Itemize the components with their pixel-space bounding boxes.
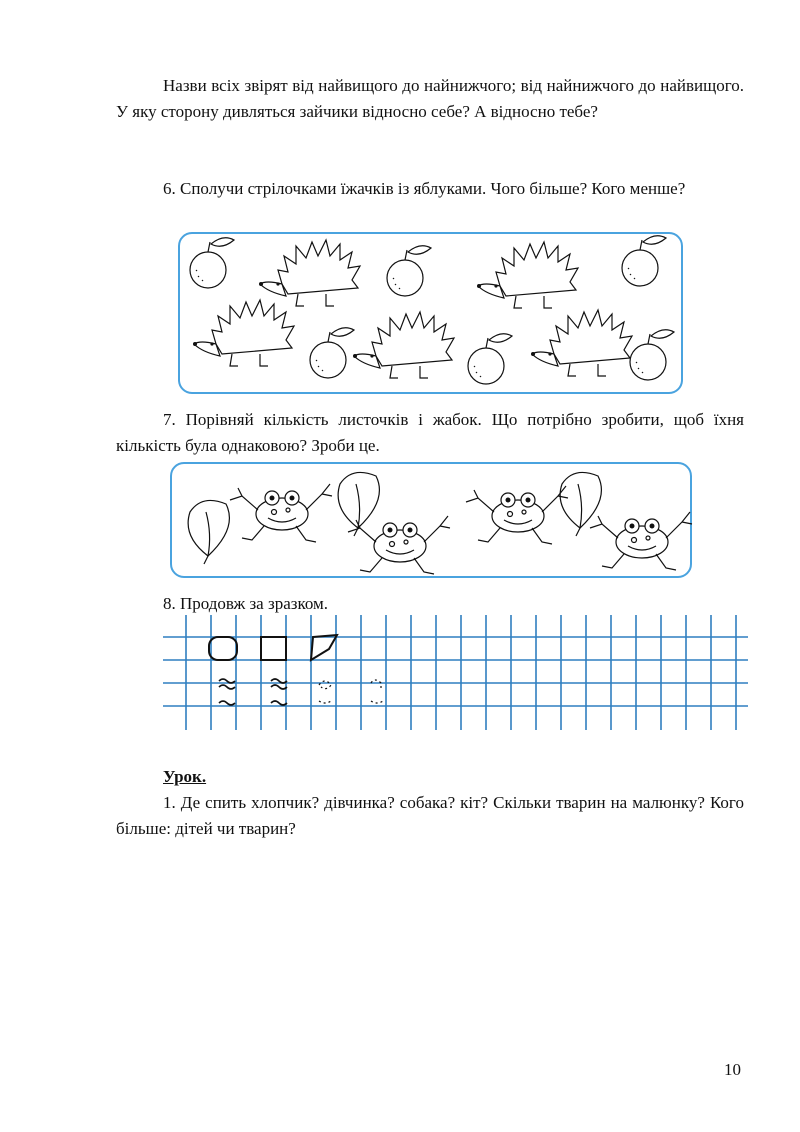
lesson-task-1-text: 1. Де спить хлопчик? дівчинка? собака? кіт? Скільки тварин на малюнку? Кого більше: дітей чи тварин? (116, 793, 744, 838)
circle-shape (209, 637, 237, 660)
hedgehog (531, 310, 632, 376)
frog (230, 484, 332, 542)
apple (387, 246, 431, 296)
intro-paragraph: Назви всіх звірят від найвищого до найнижчого; від найнижчого до найвищого. У яку сторону дивляться зайчики відносно себе? А відносно тебе? (116, 76, 744, 121)
square-shape (261, 637, 286, 660)
apple (622, 236, 666, 286)
hedgehog (353, 312, 454, 378)
grid-lines (163, 615, 748, 730)
pattern-grid (163, 615, 748, 730)
lesson-heading: Урок. (163, 767, 207, 786)
leaves-frogs-illustration (172, 464, 694, 580)
leaves-frogs-frame (170, 462, 692, 578)
apple (630, 330, 674, 380)
hedgehog (477, 242, 578, 308)
frog (466, 486, 568, 544)
task-7-text: 7. Порівняй кількість листочків і жабок. Що потрібно зробити, щоб їхня кількість була однаковою? Зроби це. (116, 410, 744, 455)
pattern-grid-svg (163, 615, 748, 730)
task-8-text: 8. Продовж за зразком. (163, 594, 329, 613)
hedgehog (193, 300, 294, 366)
leaf (188, 500, 229, 564)
frog (590, 512, 692, 570)
triangle-shape (311, 635, 337, 660)
apple (310, 328, 354, 378)
frog (348, 516, 450, 574)
apple (468, 334, 512, 384)
hedgehog (259, 240, 360, 306)
page-number: 10 (724, 1060, 741, 1079)
apple (190, 238, 234, 288)
hedgehogs-apples-frame (178, 232, 683, 394)
task-6-text: 6. Сполучи стрілочками їжачків із яблуками. Чого більше? Кого менше? (163, 179, 686, 198)
hedgehogs-apples-illustration (180, 234, 685, 396)
